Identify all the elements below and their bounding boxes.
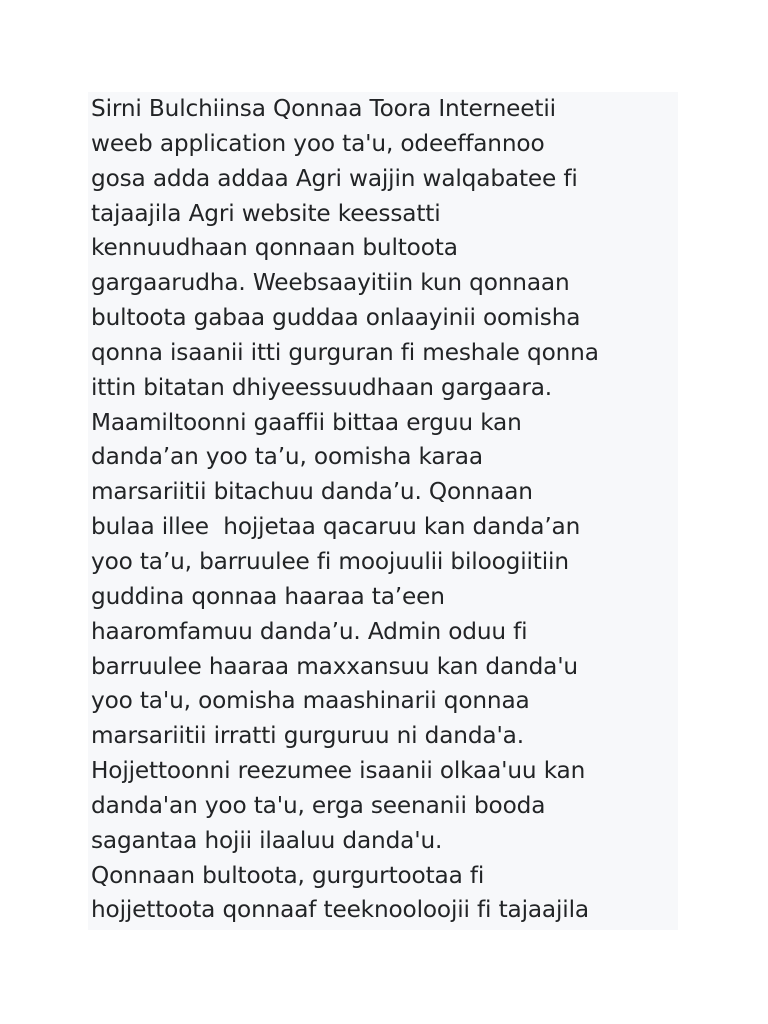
- text-line: danda’an yoo ta’u, oomisha karaa: [91, 443, 483, 471]
- text-line: bulaa illee hojjetaa qacaruu kan danda’an: [91, 513, 581, 541]
- text-line: ittin bitatan dhiyeessuudhaan gargaara.: [91, 373, 552, 401]
- text-line: sagantaa hojii ilaaluu danda'u.: [91, 826, 443, 854]
- text-line: qonna isaanii itti gurguran fi meshale qonna: [91, 338, 599, 366]
- text-line: hojjettoota qonnaaf teeknooloojii fi tajaajila: [91, 896, 589, 924]
- text-line: tajaajila Agri website keessatti: [91, 199, 441, 227]
- text-line: Maamiltoonni gaaffii bittaa erguu kan: [91, 408, 522, 436]
- text-line: gargaarudha. Weebsaayitiin kun qonnaan: [91, 269, 570, 297]
- text-line: kennuudhaan qonnaan bultoota: [91, 234, 458, 262]
- text-line: Hojjettoonni reezumee isaanii olkaa'uu kan: [91, 757, 586, 785]
- text-line: Sirni Bulchiinsa Qonnaa Toora Interneetii: [91, 95, 556, 122]
- text-line: guddina qonnaa haaraa ta’een: [91, 582, 445, 610]
- text-line: gosa adda addaa Agri wajjin walqabatee fi: [91, 164, 578, 192]
- text-line: haaromfamuu danda’u. Admin oduu fi: [91, 617, 528, 645]
- text-line: bultoota gabaa guddaa onlaayinii oomisha: [91, 304, 581, 332]
- text-block: [88, 92, 678, 930]
- text-line: yoo ta’u, barruulee fi moojuulii biloogiitiin: [91, 547, 569, 575]
- text-line: danda'an yoo ta'u, erga seenanii booda: [91, 791, 546, 819]
- text-line: yoo ta'u, oomisha maashinarii qonnaa: [91, 687, 530, 715]
- text-line: weeb application yoo ta'u, odeeffannoo: [91, 129, 545, 157]
- text-line: Qonnaan bultoota, gurgurtootaa fi: [91, 861, 485, 889]
- text-line: marsariitii bitachuu danda’u. Qonnaan: [91, 478, 533, 506]
- text-line: barruulee haaraa maxxansuu kan danda'u: [91, 652, 578, 680]
- text-line: marsariitii irratti gurguruu ni danda'a.: [91, 722, 524, 750]
